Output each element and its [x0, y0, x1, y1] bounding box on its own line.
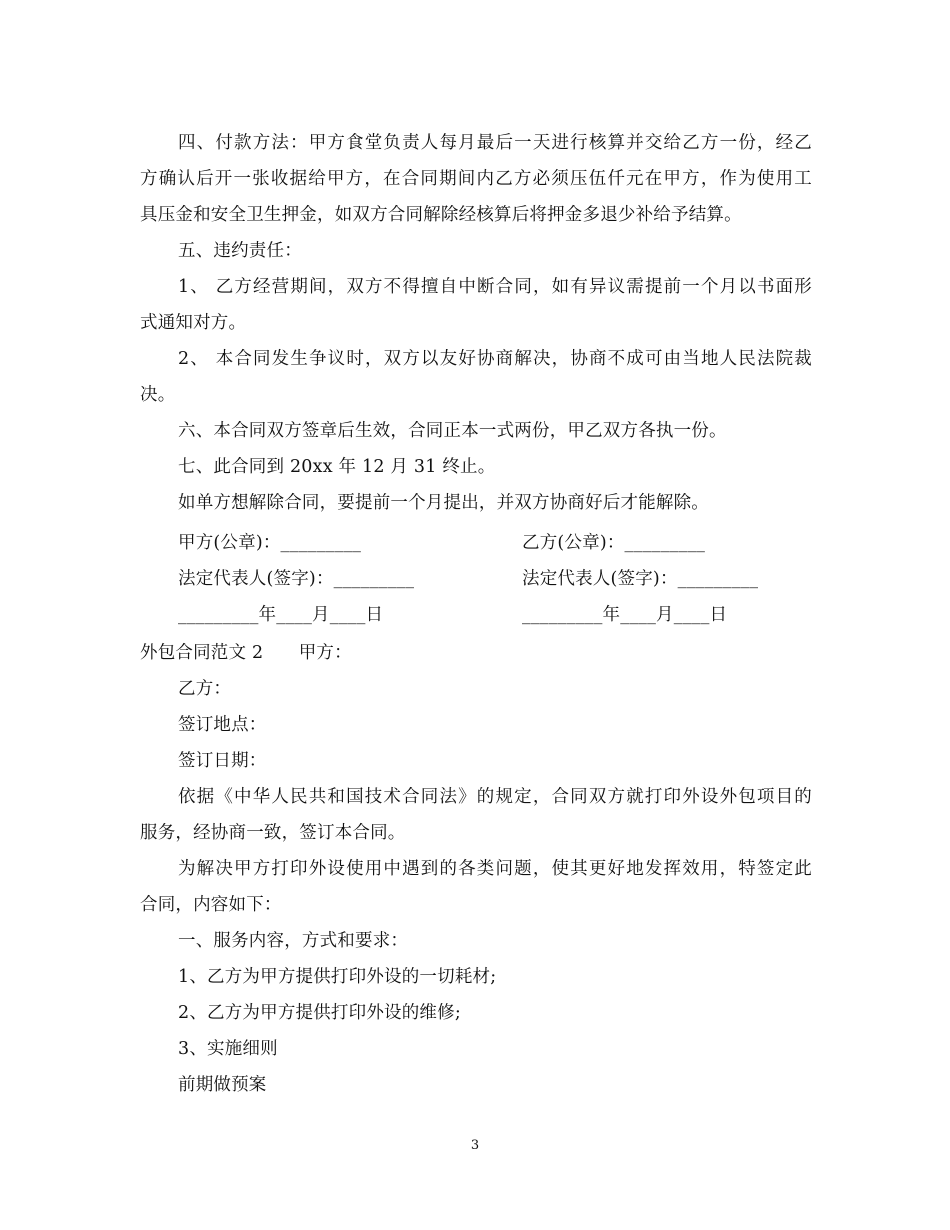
party-a-date: _________年____月____日 [178, 605, 384, 625]
sample2-service-heading: 一、服务内容，方式和要求： [178, 931, 409, 951]
sample2-party-b: 乙方： [178, 679, 232, 699]
section7-text: 七、此合同到 20xx 年 12 月 31 终止。 [178, 457, 496, 477]
sample2-purpose-line1: 为解决甲方打印外设使用中遇到的各类问题，使其更好地发挥效用，特签定此 [178, 859, 812, 879]
sample2-signing-place: 签订地点： [178, 715, 267, 735]
sample2-purpose-line2: 合同，内容如下： [140, 895, 282, 915]
section5-item1-line1: 1、 乙方经营期间，双方不得擅自中断合同，如有异议需提前一个月以书面形 [178, 277, 812, 297]
sample2-title: 外包合同范文 2 甲方： [140, 643, 352, 663]
section4-line3: 具压金和安全卫生押金，如双方合同解除经核算后将押金多退少补给予结算。 [140, 205, 742, 225]
sample2-service-item2: 2、乙方为甲方提供打印外设的维修; [178, 1003, 461, 1023]
section5-item2-line1: 2、 本合同发生争议时，双方以友好协商解决，协商不成可由当地人民法院裁 [178, 349, 812, 369]
party-b-date: _________年____月____日 [522, 605, 728, 625]
section5-item1-line2: 式通知对方。 [140, 313, 247, 333]
party-b-seal: 乙方(公章)：_________ [522, 533, 706, 553]
sample2-pre-plan: 前期做预案 [178, 1075, 267, 1095]
section5-heading: 五、违约责任： [178, 241, 302, 261]
sample2-service-item1: 1、乙方为甲方提供打印外设的一切耗材; [178, 967, 497, 987]
sample2-basis-line1: 依据《中华人民共和国技术合同法》的规定，合同双方就打印外设外包项目的 [178, 787, 812, 807]
sample2-basis-line2: 服务，经协商一致，签订本合同。 [140, 823, 406, 843]
sample2-service-item3: 3、实施细则 [178, 1039, 278, 1059]
party-b-representative: 法定代表人(签字)：_________ [522, 569, 759, 589]
party-a-representative: 法定代表人(签字)：_________ [178, 569, 415, 589]
sample2-signing-date: 签订日期： [178, 751, 267, 771]
section4-line2: 方确认后开一张收据给甲方，在合同期间内乙方必须压伍仟元在甲方，作为使用工 [140, 169, 812, 189]
party-a-seal: 甲方(公章)：_________ [178, 533, 362, 553]
section6-text: 六、本合同双方签章后生效，合同正本一式两份，甲乙双方各执一份。 [178, 421, 727, 441]
section5-item2-line2: 决。 [140, 385, 176, 405]
section4-line1: 四、付款方法：甲方食堂负责人每月最后一天进行核算并交给乙方一份，经乙 [178, 133, 812, 153]
termination-note: 如单方想解除合同，要提前一个月提出，并双方协商好后才能解除。 [178, 493, 709, 513]
page-number: 3 [470, 1138, 480, 1153]
